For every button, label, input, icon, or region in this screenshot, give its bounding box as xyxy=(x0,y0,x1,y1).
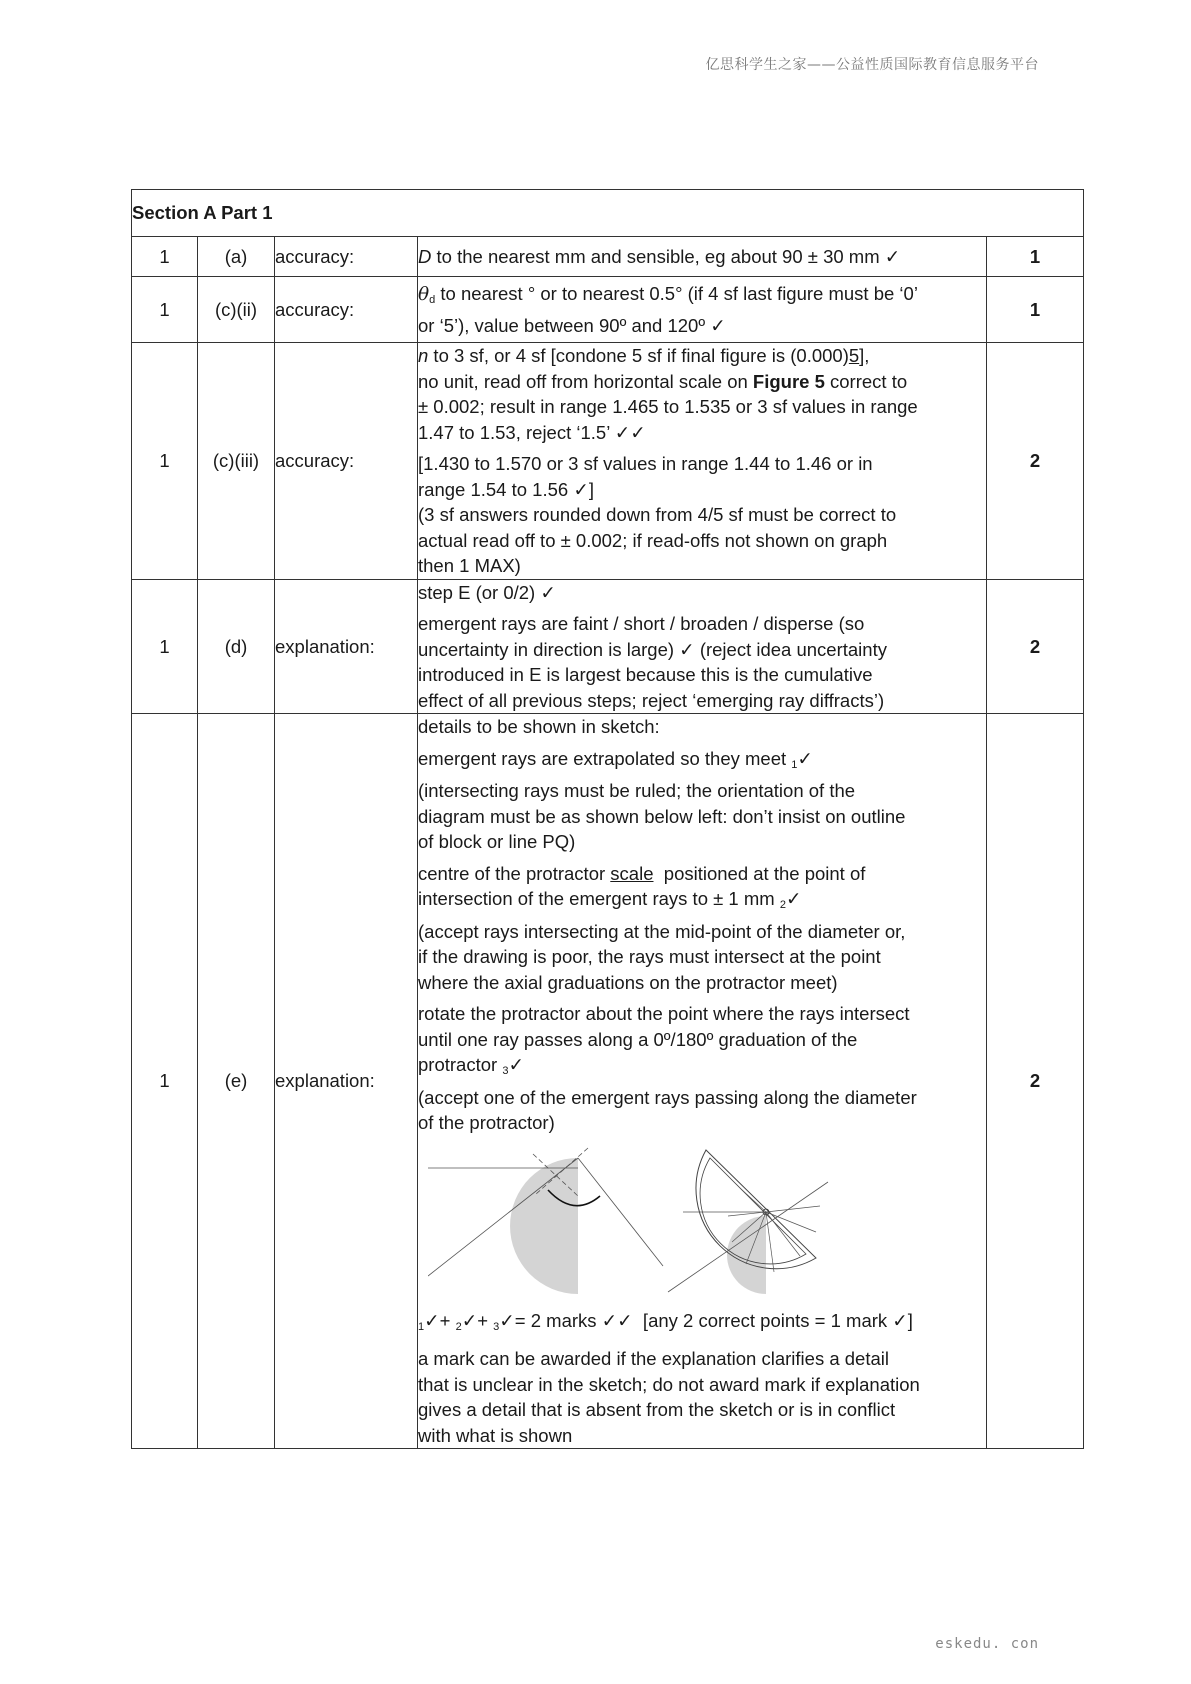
criterion-type: explanation: xyxy=(275,714,418,1449)
sketch-left-block xyxy=(428,1148,663,1294)
sketch-right-protractor xyxy=(668,1150,828,1294)
table-row xyxy=(132,237,1084,277)
question-number: 1 xyxy=(132,343,198,580)
marks-cell: 1 xyxy=(987,237,1084,277)
criterion-text: step E (or 0/2) ✓ emergent rays are faint / short / broaden / disperse (so uncertainty in direction is large) ✓ (reject idea uncertainty introduced in E is largest because this is the cumulative effect of all previous steps; reject ‘emerging ray diffracts’) xyxy=(418,579,987,714)
criterion-type: explanation: xyxy=(275,579,418,714)
table-row xyxy=(132,714,1084,1449)
question-number: 1 xyxy=(132,237,198,277)
criterion-type: accuracy: xyxy=(275,277,418,343)
site-footer-note: eskedu. con xyxy=(935,1636,1039,1652)
question-number: 1 xyxy=(132,579,198,714)
marks-cell: 2 xyxy=(987,714,1084,1449)
criterion-text: $\theta_d$ to nearest ° or to nearest 0.5° (if 4 sf last figure must be ‘0’ or ‘5’), value between 90º and 120º ✓ xyxy=(418,277,987,343)
criterion-text: details to be shown in sketch: emergent rays are extrapolated so they meet $_1$✓ (intersecting rays must be ruled; the orientation of the diagram must be as shown below left: don’t insist on outline of block or line PQ) centre of the protractor scale positioned at the point of intersection of the emergent rays to ± 1 mm $_2$✓ (accept rays intersecting at the mid-point of the diameter or, if the drawing is poor, the rays must intersect at the point where the axial graduations on the protractor meet) rotate the protractor about the point where the rays intersect until one ray passes along a 0º/180º graduation of the protractor $_3$✓ (accept one of the emergent rays passing along the diameter of the protractor) $_1$✓+ $_2$✓+ $_3$✓= 2 marks ✓✓ [any 2 correct points = 1 mark ✓] a mark can be awarded if the explanation clarifies a detail that is unclear in the sketch; do not award mark if explanation gives a detail that is absent from the sketch or is in conflict with what is shown xyxy=(418,714,987,1449)
section-header-row xyxy=(132,190,1084,237)
protractor-sketch-diagram xyxy=(428,1146,848,1302)
table-row xyxy=(132,343,1084,580)
site-header-note: 亿思科学生之家——公益性质国际教育信息服务平台 xyxy=(705,57,1039,73)
question-number: 1 xyxy=(132,714,198,1449)
table-row xyxy=(132,277,1084,343)
table-row xyxy=(132,579,1084,714)
mark-scheme-table xyxy=(131,189,1084,1449)
marks-cell: 2 xyxy=(987,579,1084,714)
question-part: (a) xyxy=(198,237,275,277)
criterion-type: accuracy: xyxy=(275,343,418,580)
criterion-text: n to 3 sf, or 4 sf [condone 5 sf if final figure is (0.000)5], no unit, read off from horizontal scale on Figure 5 correct to ± 0.002; result in range 1.465 to 1.535 or 3 sf values in range 1.47 to 1.53, reject ‘1.5’ ✓✓ [1.430 to 1.570 or 3 sf values in range 1.44 to 1.46 or in range 1.54 to 1.56 ✓] (3 sf answers rounded down from 4/5 sf must be correct to actual read off to ± 0.002; if read-offs not shown on graph then 1 MAX) xyxy=(418,343,987,580)
question-number: 1 xyxy=(132,277,198,343)
section-title: Section A Part 1 xyxy=(132,190,1084,237)
question-part: (c)(ii) xyxy=(198,277,275,343)
marks-cell: 2 xyxy=(987,343,1084,580)
question-part: (e) xyxy=(198,714,275,1449)
question-part: (c)(iii) xyxy=(198,343,275,580)
question-part: (d) xyxy=(198,579,275,714)
criterion-type: accuracy: xyxy=(275,237,418,277)
marks-cell: 1 xyxy=(987,277,1084,343)
criterion-text: D to the nearest mm and sensible, eg about 90 ± 30 mm ✓ xyxy=(418,237,987,277)
